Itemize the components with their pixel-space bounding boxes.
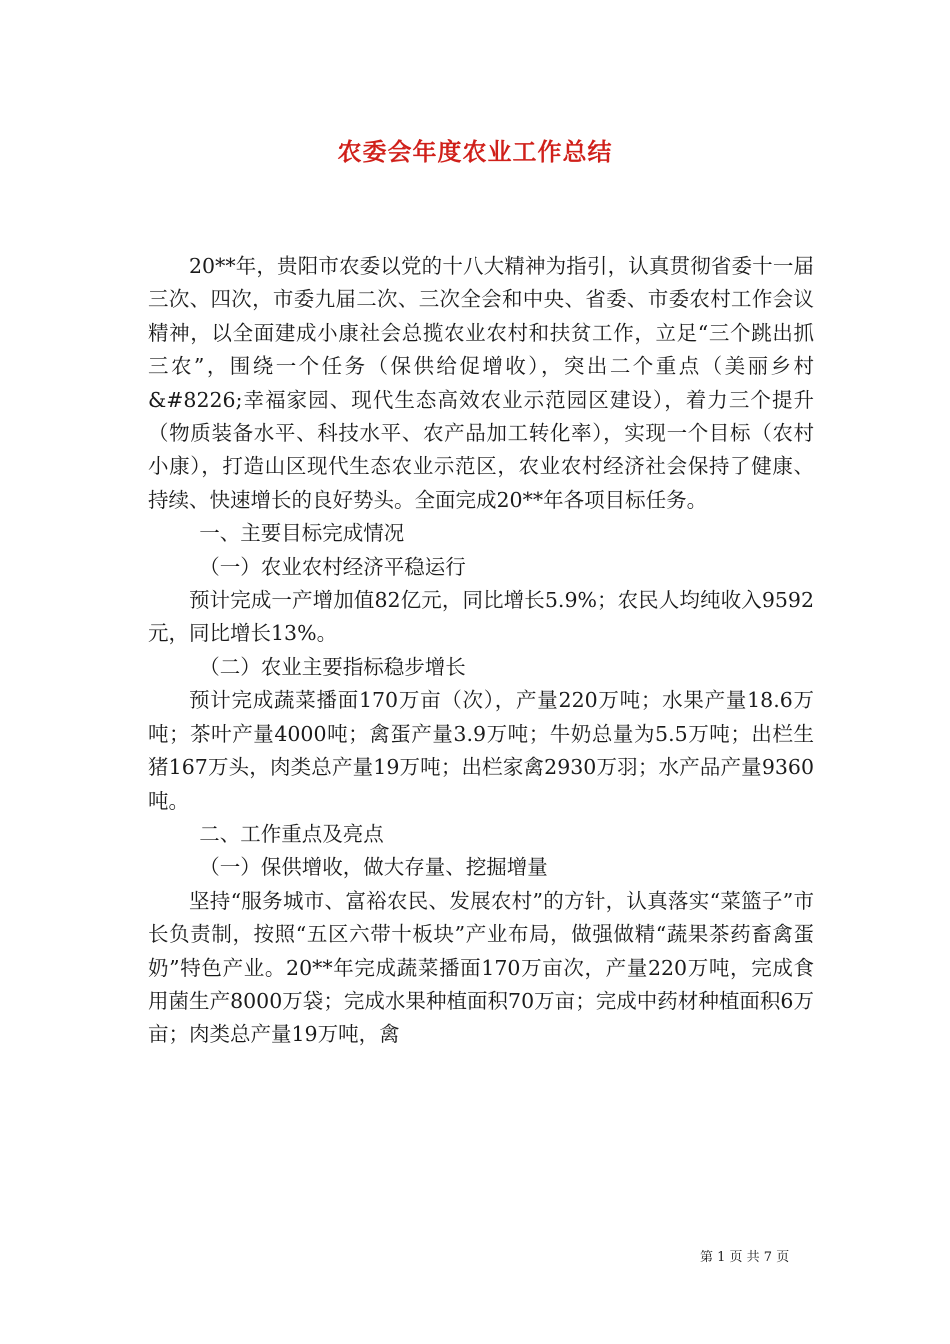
section-heading-2: 二、工作重点及亮点 bbox=[199, 821, 384, 846]
paragraph-2-1: 坚持“服务城市、富裕农民、发展农村”的方针，认真落实“菜篮子”市长负责制，按照“五区六带十板块”产业布局，做强做精“蔬果茶药畜禽蛋奶”特色产业。20**年完成蔬菜播面170万亩次，产量220万吨，完成食用菌生产8000万袋；完成水果种植面积70万亩；完成中药材种植面积6万亩；肉类总产量19万吨，禽 bbox=[148, 888, 814, 1047]
paragraph-intro: 20**年，贵阳市农委以党的十八大精神为指引，认真贯彻省委十一届三次、四次，市委九届二次、三次全会和中央、省委、市委农村工作会议精神，以全面建成小康社会总揽农业农村和扶贫工作，立足“三个跳出抓三农”，围绕一个任务（保供给促增收），突出二个重点（美丽乡村&#8226;幸福家园、现代生态高效农业示范园区建设），着力三个提升（物质装备水平、科技水平、农产品加工转化率），实现一个目标（农村小康），打造山区现代生态农业示范区，农业农村经济社会保持了健康、持续、快速增长的良好势头。全面完成20**年各项目标任务。 bbox=[148, 254, 814, 512]
paragraph-1-2: 预计完成蔬菜播面170万亩（次），产量220万吨；水果产量18.6万吨；茶叶产量4000吨；禽蛋产量3.9万吨；牛奶总量为5.5万吨；出栏生猪167万头，肉类总产量19万吨；出栏家禽2930万羽；水产品产量9360吨。 bbox=[148, 688, 814, 813]
paragraph-1-1: 预计完成一产增加值82亿元，同比增长5.9%；农民人均纯收入9592元，同比增长13%。 bbox=[148, 588, 814, 646]
subsection-heading-1-1: （一）农业农村经济平稳运行 bbox=[199, 554, 466, 579]
subsection-heading-2-1: （一）保供增收，做大存量、挖掘增量 bbox=[199, 855, 548, 880]
page-number: 第 1 页 共 7 页 bbox=[700, 1250, 790, 1265]
subsection-heading-1-2: （二）农业主要指标稳步增长 bbox=[199, 654, 466, 679]
section-heading-1: 一、主要目标完成情况 bbox=[199, 521, 405, 546]
document-title: 农委会年度农业工作总结 bbox=[337, 137, 613, 166]
document-body bbox=[148, 250, 814, 1052]
